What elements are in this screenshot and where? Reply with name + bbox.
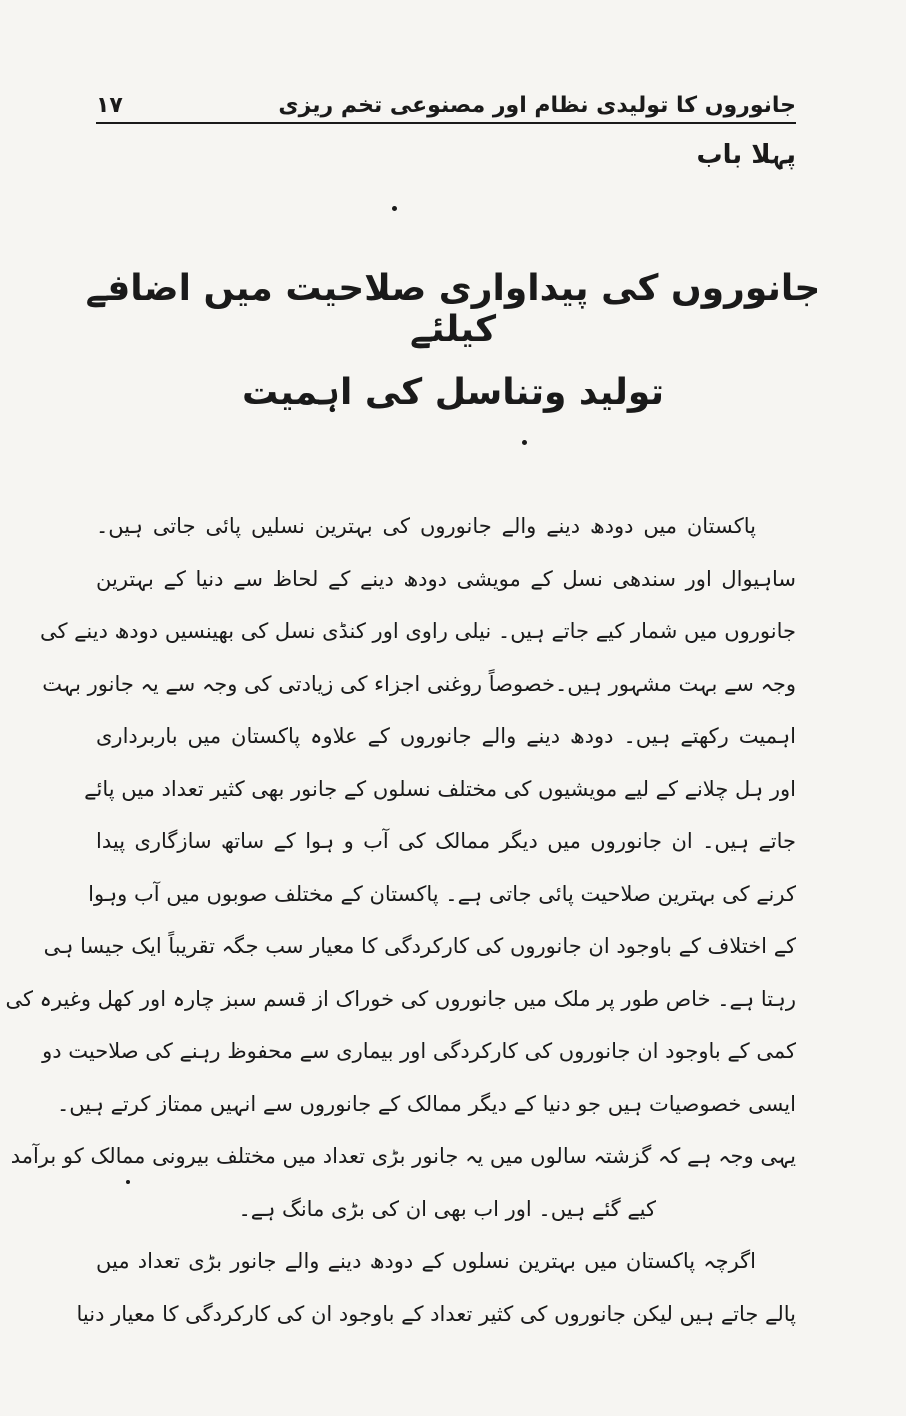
chapter-heading-line-2: تولید وتناسل کی اہمیت (241, 372, 665, 413)
body-line: وجہ سے بہت مشہور ہیں۔خصوصاً روغنی اجزاء کی زیادتی کی وجہ سے یہ جانور بہت (42, 671, 796, 696)
body-text (5, 500, 796, 1340)
body-line: اگرچہ پاکستان میں بہترین نسلوں کے دودھ دینے والے جانور بڑی تعداد میں (96, 1249, 756, 1273)
body-line: پاکستان میں دودھ دینے والے جانوروں کی بہترین نسلیں پائی جاتی ہیں۔ (96, 514, 756, 538)
chapter-heading-line-1: جانوروں کی پیداواری صلاحیت میں اضافے کیلئے (85, 268, 821, 350)
print-speck (392, 206, 397, 211)
body-line: کیے گئے ہیں۔ اور اب بھی ان کی بڑی مانگ ہے۔ (238, 1196, 656, 1221)
chapter-label: پہلا باب (696, 140, 796, 170)
page-number: ۱۷ (96, 93, 123, 118)
body-line: پالے جاتے ہیں لیکن جانوروں کی کثیر تعداد کے باوجود ان کی کارکردگی کا معیار دنیا (76, 1301, 796, 1326)
body-line: جاتے ہیں۔ ان جانوروں میں دیگر ممالک کی آب و ہوا کے ساتھ سازگاری پیدا (96, 829, 796, 853)
body-line: اور ہل چلانے کے لیے مویشیوں کی مختلف نسلوں کے جانور بھی کثیر تعداد میں پائے (84, 776, 796, 801)
print-speck (522, 440, 527, 445)
body-line: کرنے کی بہترین صلاحیت پائی جاتی ہے۔ پاکستان کے مختلف صوبوں میں آب وہوا (88, 881, 796, 906)
body-line: ایسی خصوصیات ہیں جو دنیا کے دیگر ممالک کے جانوروں سے انہیں ممتاز کرتے ہیں۔ (56, 1091, 796, 1116)
running-title: جانوروں کا تولیدی نظام اور مصنوعی تخم ریزی (278, 93, 796, 118)
body-line: کمی کے باوجود ان جانوروں کی کارکردگی اور بیماری سے محفوظ رہنے کی صلاحیت دو (42, 1039, 796, 1063)
body-line: کے اختلاف کے باوجود ان جانوروں کی کارکردگی کا معیار سب جگہ تقریباً ایک جیسا ہی (43, 934, 796, 958)
running-header (96, 78, 796, 124)
body-line: یہی وجہ ہے کہ گزشتہ سالوں میں یہ جانور بڑی تعداد میں مختلف بیرونی ممالک کو برآمد (10, 1144, 796, 1168)
body-line: اہمیت رکھتے ہیں۔ دودھ دینے والے جانوروں کے علاوہ پاکستان میں باربرداری (96, 724, 796, 748)
body-line: ساہیوال اور سندھی نسل کے مویشی دودھ دینے کے لحاظ سے دنیا کے بہترین (96, 566, 796, 591)
body-line: جانوروں میں شمار کیے جاتے ہیں۔ نیلی راوی اور کنڈی نسل کی بھینسیں دودھ دینے کی (39, 619, 796, 643)
body-line: رہتا ہے۔ خاص طور پر ملک میں جانوروں کی خوراک از قسم سبز چارہ اور کھل وغیرہ کی (5, 986, 796, 1011)
